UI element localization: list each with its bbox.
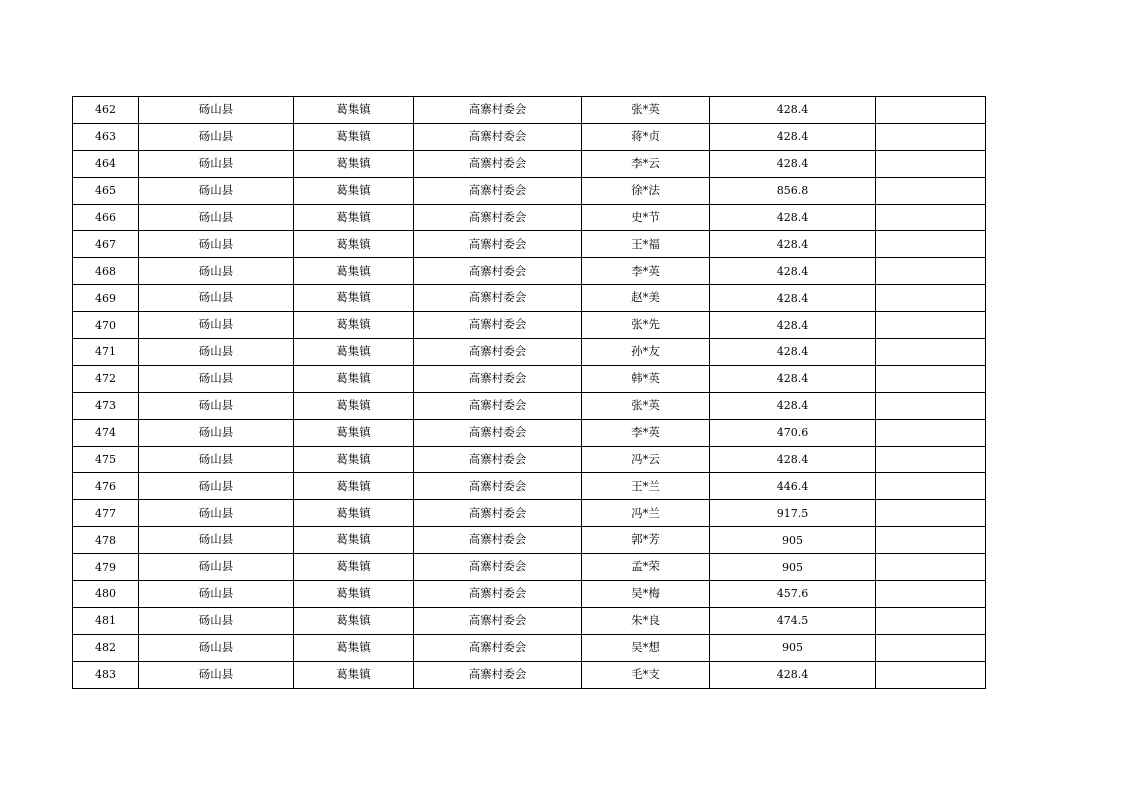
cell-county: 砀山县 <box>139 258 294 285</box>
cell-name: 孟*荣 <box>582 554 710 581</box>
table-row <box>73 527 986 554</box>
cell-row-number: 468 <box>73 258 139 285</box>
cell-county: 砀山县 <box>139 419 294 446</box>
cell-village: 高寨村委会 <box>414 607 582 634</box>
cell-town: 葛集镇 <box>294 661 414 688</box>
cell-county: 砀山县 <box>139 634 294 661</box>
cell-row-number: 474 <box>73 419 139 446</box>
cell-amount: 428.4 <box>710 392 876 419</box>
table-row <box>73 258 986 285</box>
table-row <box>73 97 986 124</box>
cell-amount: 428.4 <box>710 661 876 688</box>
table-row <box>73 419 986 446</box>
cell-county: 砀山县 <box>139 177 294 204</box>
cell-row-number: 480 <box>73 581 139 608</box>
cell-name: 吴*梅 <box>582 581 710 608</box>
cell-county: 砀山县 <box>139 500 294 527</box>
cell-town: 葛集镇 <box>294 97 414 124</box>
cell-town: 葛集镇 <box>294 258 414 285</box>
cell-row-number: 470 <box>73 312 139 339</box>
table-row <box>73 473 986 500</box>
cell-row-number: 473 <box>73 392 139 419</box>
cell-remark <box>876 365 986 392</box>
cell-remark <box>876 446 986 473</box>
cell-row-number: 482 <box>73 634 139 661</box>
cell-amount: 428.4 <box>710 258 876 285</box>
cell-name: 李*英 <box>582 419 710 446</box>
table-row <box>73 607 986 634</box>
cell-amount: 905 <box>710 634 876 661</box>
cell-amount: 428.4 <box>710 312 876 339</box>
cell-town: 葛集镇 <box>294 634 414 661</box>
table-row <box>73 231 986 258</box>
table-row <box>73 554 986 581</box>
cell-remark <box>876 419 986 446</box>
cell-remark <box>876 527 986 554</box>
cell-row-number: 476 <box>73 473 139 500</box>
cell-town: 葛集镇 <box>294 392 414 419</box>
cell-remark <box>876 285 986 312</box>
cell-amount: 905 <box>710 554 876 581</box>
cell-county: 砀山县 <box>139 607 294 634</box>
cell-remark <box>876 581 986 608</box>
cell-town: 葛集镇 <box>294 285 414 312</box>
table-row <box>73 500 986 527</box>
cell-remark <box>876 554 986 581</box>
cell-remark <box>876 177 986 204</box>
cell-row-number: 478 <box>73 527 139 554</box>
cell-amount: 428.4 <box>710 285 876 312</box>
cell-row-number: 472 <box>73 365 139 392</box>
cell-row-number: 467 <box>73 231 139 258</box>
cell-county: 砀山县 <box>139 312 294 339</box>
cell-village: 高寨村委会 <box>414 339 582 366</box>
cell-town: 葛集镇 <box>294 607 414 634</box>
cell-row-number: 475 <box>73 446 139 473</box>
cell-county: 砀山县 <box>139 339 294 366</box>
table-row <box>73 365 986 392</box>
cell-village: 高寨村委会 <box>414 123 582 150</box>
cell-county: 砀山县 <box>139 231 294 258</box>
table-row <box>73 177 986 204</box>
cell-row-number: 477 <box>73 500 139 527</box>
cell-town: 葛集镇 <box>294 527 414 554</box>
cell-row-number: 463 <box>73 123 139 150</box>
cell-name: 张*英 <box>582 392 710 419</box>
cell-name: 史*节 <box>582 204 710 231</box>
cell-village: 高寨村委会 <box>414 473 582 500</box>
cell-town: 葛集镇 <box>294 312 414 339</box>
cell-amount: 428.4 <box>710 339 876 366</box>
cell-name: 吴*想 <box>582 634 710 661</box>
cell-county: 砀山县 <box>139 527 294 554</box>
cell-amount: 856.8 <box>710 177 876 204</box>
cell-amount: 428.4 <box>710 446 876 473</box>
cell-amount: 428.4 <box>710 365 876 392</box>
cell-amount: 446.4 <box>710 473 876 500</box>
cell-village: 高寨村委会 <box>414 97 582 124</box>
cell-name: 徐*法 <box>582 177 710 204</box>
cell-village: 高寨村委会 <box>414 177 582 204</box>
cell-row-number: 465 <box>73 177 139 204</box>
cell-town: 葛集镇 <box>294 177 414 204</box>
cell-name: 孙*友 <box>582 339 710 366</box>
cell-name: 张*英 <box>582 97 710 124</box>
table-row <box>73 312 986 339</box>
cell-town: 葛集镇 <box>294 500 414 527</box>
cell-remark <box>876 258 986 285</box>
cell-row-number: 471 <box>73 339 139 366</box>
cell-name: 王*兰 <box>582 473 710 500</box>
cell-remark <box>876 392 986 419</box>
cell-remark <box>876 97 986 124</box>
cell-name: 蒋*贞 <box>582 123 710 150</box>
cell-name: 冯*兰 <box>582 500 710 527</box>
cell-name: 张*先 <box>582 312 710 339</box>
table-row <box>73 204 986 231</box>
cell-county: 砀山县 <box>139 150 294 177</box>
cell-town: 葛集镇 <box>294 150 414 177</box>
cell-county: 砀山县 <box>139 204 294 231</box>
cell-remark <box>876 473 986 500</box>
cell-town: 葛集镇 <box>294 581 414 608</box>
cell-remark <box>876 634 986 661</box>
cell-county: 砀山县 <box>139 554 294 581</box>
cell-village: 高寨村委会 <box>414 446 582 473</box>
cell-name: 王*福 <box>582 231 710 258</box>
cell-village: 高寨村委会 <box>414 150 582 177</box>
cell-county: 砀山县 <box>139 473 294 500</box>
cell-name: 郭*芳 <box>582 527 710 554</box>
cell-village: 高寨村委会 <box>414 231 582 258</box>
cell-row-number: 466 <box>73 204 139 231</box>
cell-county: 砀山县 <box>139 123 294 150</box>
cell-amount: 905 <box>710 527 876 554</box>
cell-county: 砀山县 <box>139 392 294 419</box>
data-table <box>72 96 986 689</box>
table-row <box>73 446 986 473</box>
cell-town: 葛集镇 <box>294 473 414 500</box>
cell-name: 毛*支 <box>582 661 710 688</box>
cell-town: 葛集镇 <box>294 554 414 581</box>
cell-village: 高寨村委会 <box>414 634 582 661</box>
cell-county: 砀山县 <box>139 285 294 312</box>
cell-name: 赵*美 <box>582 285 710 312</box>
cell-village: 高寨村委会 <box>414 312 582 339</box>
cell-amount: 428.4 <box>710 231 876 258</box>
cell-village: 高寨村委会 <box>414 500 582 527</box>
cell-remark <box>876 500 986 527</box>
cell-village: 高寨村委会 <box>414 285 582 312</box>
cell-town: 葛集镇 <box>294 339 414 366</box>
cell-county: 砀山县 <box>139 365 294 392</box>
cell-amount: 428.4 <box>710 97 876 124</box>
cell-town: 葛集镇 <box>294 231 414 258</box>
cell-remark <box>876 312 986 339</box>
cell-remark <box>876 339 986 366</box>
cell-remark <box>876 150 986 177</box>
cell-remark <box>876 231 986 258</box>
table-row <box>73 285 986 312</box>
cell-town: 葛集镇 <box>294 123 414 150</box>
table-body <box>73 97 986 689</box>
table-row <box>73 634 986 661</box>
cell-name: 韩*英 <box>582 365 710 392</box>
cell-town: 葛集镇 <box>294 365 414 392</box>
cell-amount: 457.6 <box>710 581 876 608</box>
table-row <box>73 392 986 419</box>
cell-row-number: 469 <box>73 285 139 312</box>
cell-name: 李*英 <box>582 258 710 285</box>
cell-village: 高寨村委会 <box>414 661 582 688</box>
table-row <box>73 150 986 177</box>
cell-village: 高寨村委会 <box>414 554 582 581</box>
cell-name: 李*云 <box>582 150 710 177</box>
table-row <box>73 581 986 608</box>
cell-amount: 428.4 <box>710 204 876 231</box>
cell-village: 高寨村委会 <box>414 419 582 446</box>
cell-row-number: 462 <box>73 97 139 124</box>
cell-remark <box>876 607 986 634</box>
cell-county: 砀山县 <box>139 581 294 608</box>
cell-amount: 474.5 <box>710 607 876 634</box>
cell-name: 冯*云 <box>582 446 710 473</box>
cell-name: 朱*良 <box>582 607 710 634</box>
cell-amount: 428.4 <box>710 123 876 150</box>
table-row <box>73 123 986 150</box>
cell-village: 高寨村委会 <box>414 581 582 608</box>
cell-village: 高寨村委会 <box>414 365 582 392</box>
cell-village: 高寨村委会 <box>414 258 582 285</box>
table-row <box>73 339 986 366</box>
cell-amount: 470.6 <box>710 419 876 446</box>
cell-row-number: 464 <box>73 150 139 177</box>
cell-row-number: 479 <box>73 554 139 581</box>
cell-county: 砀山县 <box>139 97 294 124</box>
cell-village: 高寨村委会 <box>414 392 582 419</box>
table-row <box>73 661 986 688</box>
cell-amount: 917.5 <box>710 500 876 527</box>
cell-remark <box>876 204 986 231</box>
cell-town: 葛集镇 <box>294 419 414 446</box>
cell-row-number: 481 <box>73 607 139 634</box>
cell-village: 高寨村委会 <box>414 204 582 231</box>
cell-town: 葛集镇 <box>294 446 414 473</box>
cell-row-number: 483 <box>73 661 139 688</box>
cell-remark <box>876 123 986 150</box>
cell-county: 砀山县 <box>139 446 294 473</box>
cell-town: 葛集镇 <box>294 204 414 231</box>
cell-county: 砀山县 <box>139 661 294 688</box>
cell-remark <box>876 661 986 688</box>
cell-amount: 428.4 <box>710 150 876 177</box>
cell-village: 高寨村委会 <box>414 527 582 554</box>
